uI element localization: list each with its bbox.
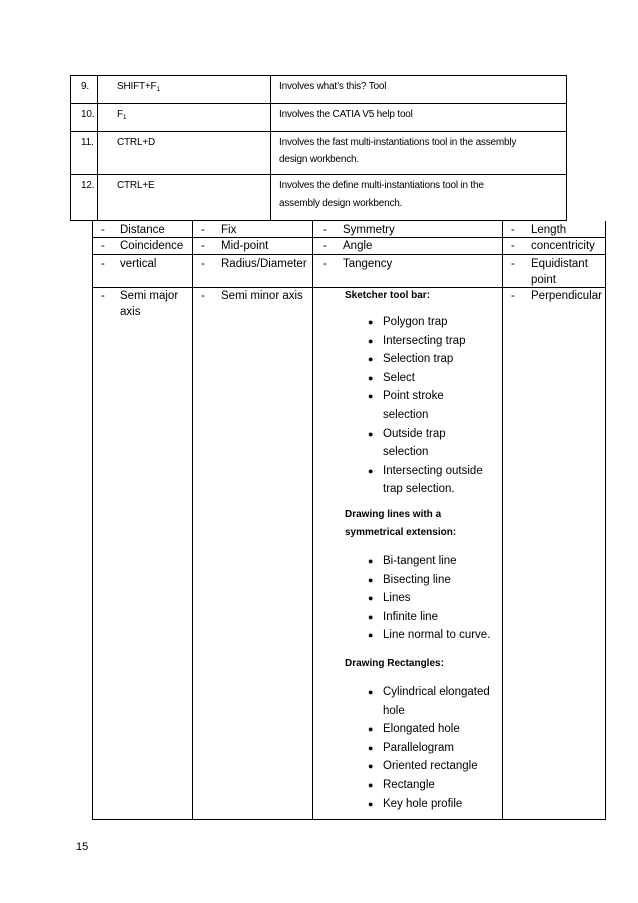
- constraint-item: concentricity: [531, 240, 595, 252]
- list-item: ● Outside trap selection: [383, 425, 463, 462]
- constraint-item: Tangency: [343, 258, 393, 270]
- list-item: ● Rectangle: [383, 776, 505, 795]
- constraint-item: vertical: [120, 258, 157, 270]
- constraint-item: Distance: [120, 224, 165, 236]
- constraint-item: Semi major axis: [120, 290, 179, 318]
- row-number: 12.: [81, 180, 95, 191]
- bullet-icon: ●: [368, 428, 374, 439]
- shortcut-description: Involves the CATIA V5 help tool: [279, 109, 413, 120]
- bullet-icon: ●: [368, 574, 374, 585]
- row-divider: [93, 254, 605, 255]
- constraint-item: Coincidence: [120, 240, 184, 252]
- dash-marker: -: [511, 258, 515, 270]
- bullet-icon: ●: [368, 761, 374, 772]
- bullet-icon: ●: [368, 354, 374, 365]
- list-item: ● Intersecting trap: [383, 332, 501, 351]
- dash-marker: -: [201, 224, 205, 236]
- bullet-icon: ●: [368, 335, 374, 346]
- col-divider: [97, 76, 98, 220]
- list-item: ● Parallelogram: [383, 739, 505, 758]
- bullet-list: [368, 552, 491, 645]
- constraints-table: [92, 221, 606, 820]
- list-item: ● Intersecting outside trap selection.: [383, 462, 501, 499]
- row-number: 11.: [81, 137, 94, 148]
- shortcut-description: design workbench.: [279, 154, 359, 165]
- list-item: ● Oriented rectangle: [383, 757, 505, 776]
- list-item: ● Infinite line: [383, 608, 490, 627]
- list-item: ● Cylindrical elongated hole: [383, 683, 505, 720]
- bullet-icon: ●: [368, 742, 374, 753]
- list-item: ● Select: [383, 369, 501, 388]
- col-divider: [312, 221, 313, 819]
- col-divider: [270, 76, 271, 220]
- constraint-item: Radius/Diameter: [221, 258, 307, 270]
- bullet-icon: ●: [368, 593, 374, 604]
- dash-marker: -: [201, 258, 205, 270]
- bullet-icon: ●: [368, 611, 374, 622]
- bullet-icon: ●: [368, 465, 374, 476]
- dash-marker: -: [323, 224, 327, 236]
- list-item: ● Bisecting line: [383, 571, 490, 590]
- constraint-item: Length: [531, 224, 567, 236]
- dash-marker: -: [511, 224, 515, 236]
- section-heading: Sketcher tool bar:: [345, 290, 431, 301]
- dash-marker: -: [201, 290, 205, 302]
- dash-marker: -: [101, 240, 105, 252]
- constraint-item: Fix: [221, 224, 237, 236]
- bullet-icon: ●: [368, 687, 374, 697]
- dash-marker: -: [323, 240, 327, 252]
- bullet-icon: ●: [368, 779, 374, 790]
- row-number: 9.: [81, 81, 89, 92]
- bullet-icon: ●: [368, 630, 374, 641]
- list-item: ● Line normal to curve.: [383, 626, 490, 645]
- list-item: ● Elongated hole: [383, 720, 505, 739]
- bullet-list: [368, 683, 505, 813]
- list-item: ● Lines: [383, 589, 490, 608]
- row-divider: [71, 174, 566, 175]
- list-item: ● Polygon trap: [383, 313, 501, 332]
- bullet-icon: ●: [368, 391, 374, 402]
- row-number: 10.: [81, 109, 95, 120]
- bullet-icon: ●: [368, 317, 374, 327]
- list-item: ● Selection trap: [383, 350, 501, 369]
- constraint-item: Angle: [343, 240, 373, 252]
- list-item: ● Bi-tangent line: [383, 552, 490, 571]
- page-number: 15: [76, 841, 89, 853]
- row-divider: [71, 131, 566, 132]
- shortcut-key: CTRL+D: [117, 137, 155, 148]
- dash-marker: -: [323, 258, 327, 270]
- shortcut-table: [70, 75, 567, 221]
- bullet-icon: ●: [368, 372, 374, 383]
- shortcut-key: $F_1$: [117, 109, 127, 121]
- shortcut-description: Involves what’s this? Tool: [279, 81, 387, 92]
- row-divider: [71, 103, 566, 104]
- shortcut-key: $SHIFT+F_1$: [117, 81, 160, 93]
- constraint-item: Symmetry: [343, 224, 395, 236]
- list-item: ● Point stroke selection: [383, 387, 463, 424]
- shortcut-key: CTRL+E: [117, 180, 155, 191]
- list-item: ● Key hole profile: [383, 795, 505, 814]
- constraint-item: Perpendicular: [531, 290, 602, 302]
- dash-marker: -: [511, 290, 515, 302]
- shortcut-description: Involves the define multi-instantiations tool in the: [279, 180, 484, 191]
- shortcut-description: assembly design workbench.: [279, 198, 403, 209]
- shortcut-description: Involves the fast multi-instantiations tool in the assembly: [279, 137, 517, 148]
- dash-marker: -: [101, 258, 105, 270]
- dash-marker: -: [101, 290, 105, 302]
- constraint-item: Semi minor axis: [221, 290, 303, 302]
- dash-marker: -: [101, 224, 105, 236]
- constraint-item: Mid-point: [221, 240, 269, 252]
- dash-marker: -: [511, 240, 515, 252]
- dash-marker: -: [201, 240, 205, 252]
- bullet-list: [368, 313, 501, 499]
- col-divider: [192, 221, 193, 819]
- bullet-icon: ●: [368, 798, 374, 809]
- constraint-item: Equidistant point: [531, 258, 588, 286]
- section-heading: Drawing Rectangles:: [345, 658, 444, 669]
- bullet-icon: ●: [368, 724, 374, 735]
- bullet-icon: ●: [368, 556, 374, 566]
- section-heading: Drawing lines with a symmetrical extension:: [345, 509, 457, 538]
